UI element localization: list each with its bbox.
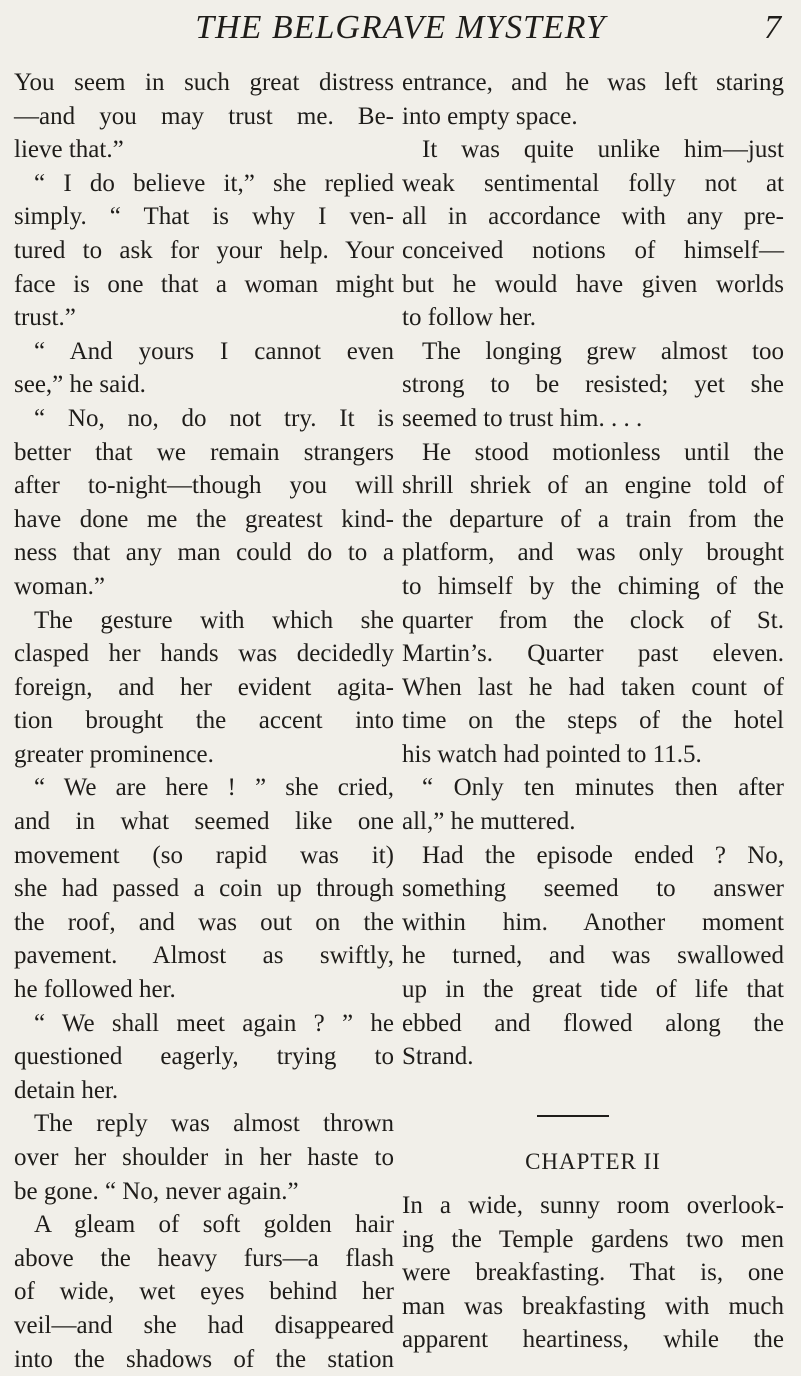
text-line: she had passed a coin up through: [14, 875, 394, 903]
text-line: simply. “ That is why I ven-: [14, 203, 394, 231]
text-line: after to-night—though you will: [14, 472, 394, 500]
right-column-bottom-text: [402, 1189, 784, 1357]
text-line: of wide, wet eyes behind her: [14, 1278, 394, 1306]
text-line: the departure of a train from the: [402, 505, 784, 533]
text-line: veil—and she had disappeared: [14, 1311, 394, 1339]
text-line: trust.”: [14, 304, 76, 332]
text-line: see,” he said.: [14, 371, 146, 399]
text-line: he followed her.: [14, 976, 176, 1004]
text-line: platform, and was only brought: [402, 539, 784, 567]
text-line: detain her.: [14, 1076, 119, 1104]
text-line: “ Only ten minutes then after: [422, 774, 784, 802]
text-line: time on the steps of the hotel: [402, 707, 784, 735]
page-number: 7: [764, 9, 781, 46]
text-line: clasped her hands was decidedly: [14, 640, 394, 668]
text-line: tion brought the accent into: [14, 707, 394, 735]
text-line: within him. Another moment: [402, 908, 784, 936]
text-line: quarter from the clock of St.: [402, 606, 784, 634]
text-line: foreign, and her evident agita-: [14, 673, 394, 701]
page-header: [0, 6, 801, 50]
text-line: pavement. Almost as swiftly,: [14, 942, 394, 970]
text-line: face is one that a woman might: [14, 270, 394, 298]
text-line: the roof, and was out on the: [14, 908, 394, 936]
text-line: be gone. “ No, never again.”: [14, 1177, 299, 1205]
text-line: entrance, and he was left staring: [402, 69, 784, 96]
text-line: all in accordance with any pre-: [402, 203, 784, 231]
text-line: “ I do believe it,” she replied: [34, 169, 394, 197]
text-line: tured to ask for your help. Your: [14, 236, 394, 264]
text-line: “ We shall meet again ? ” he: [34, 1009, 394, 1037]
text-line: When last he had taken count of: [402, 673, 784, 701]
text-line: “ We are here ! ” she cried,: [34, 774, 394, 802]
text-line: seemed to trust him. . . .: [402, 404, 643, 432]
text-line: In a wide, sunny room overlook-: [402, 1192, 784, 1219]
text-line: lieve that.”: [14, 136, 124, 164]
text-line: were breakfasting. That is, one: [402, 1259, 784, 1287]
text-line: questioned eagerly, trying to: [14, 1043, 394, 1071]
text-line: The reply was almost thrown: [34, 1110, 394, 1138]
text-line: He stood motionless until the: [422, 438, 784, 466]
text-line: ing the Temple gardens two men: [402, 1225, 784, 1253]
text-line: You seem in such great distress: [14, 69, 394, 96]
text-line: “ No, no, do not try. It is: [34, 404, 394, 432]
right-text-column: [402, 66, 784, 1357]
text-line: ebbed and flowed along the: [402, 1009, 784, 1037]
text-line: and in what seemed like one: [14, 808, 394, 836]
blank-line: [402, 1074, 784, 1108]
text-line: strong to be resisted; yet she: [402, 371, 784, 399]
text-line: into the shadows of the station: [14, 1345, 394, 1373]
text-line: weak sentimental folly not at: [402, 169, 784, 197]
text-line: above the heavy furs—a flash: [14, 1244, 394, 1272]
text-line: over her shoulder in her haste to: [14, 1144, 394, 1171]
text-line: all,” he muttered.: [402, 808, 576, 836]
section-rule: [537, 1115, 609, 1117]
text-line: he turned, and was swallowed: [402, 942, 784, 970]
text-line: have done me the greatest kind-: [14, 505, 394, 533]
text-line: his watch had pointed to 11.5.: [402, 740, 702, 768]
text-line: but he would have given worlds: [402, 270, 784, 298]
text-line: greater prominence.: [14, 740, 214, 768]
left-text-column: [14, 66, 394, 1376]
text-line: “ And yours I cannot even: [34, 337, 394, 365]
text-line: Strand.: [402, 1043, 474, 1071]
text-line: A gleam of soft golden hair: [34, 1211, 394, 1239]
text-line: to himself by the chiming of the: [402, 572, 784, 600]
text-line: something seemed to answer: [402, 875, 784, 903]
text-line: to follow her.: [402, 304, 537, 332]
text-line: shrill shriek of an engine told of: [402, 472, 784, 500]
text-line: Martin’s. Quarter past eleven.: [402, 640, 784, 668]
text-line: better that we remain strangers: [14, 438, 394, 466]
text-line: man was breakfasting with much: [402, 1292, 784, 1320]
chapter-heading: CHAPTER II: [525, 1149, 661, 1175]
text-line: Had the episode ended ? No,: [422, 841, 784, 869]
text-line: It was quite unlike him—just: [422, 136, 784, 164]
text-line: ness that any man could do to a: [14, 539, 394, 567]
text-line: into empty space.: [402, 102, 578, 130]
text-line: woman.”: [14, 572, 105, 600]
text-line: up in the great tide of life that: [402, 976, 784, 1004]
text-line: The gesture with which she: [34, 606, 394, 634]
text-line: conceived notions of himself—: [402, 236, 784, 264]
right-column-top-text: [402, 66, 784, 1074]
text-line: —and you may trust me. Be-: [14, 102, 394, 130]
running-title: THE BELGRAVE MYSTERY: [195, 9, 606, 46]
text-line: The longing grew almost too: [422, 337, 784, 365]
text-line: apparent heartiness, while the: [402, 1326, 784, 1354]
text-line: movement (so rapid was it): [14, 841, 394, 869]
